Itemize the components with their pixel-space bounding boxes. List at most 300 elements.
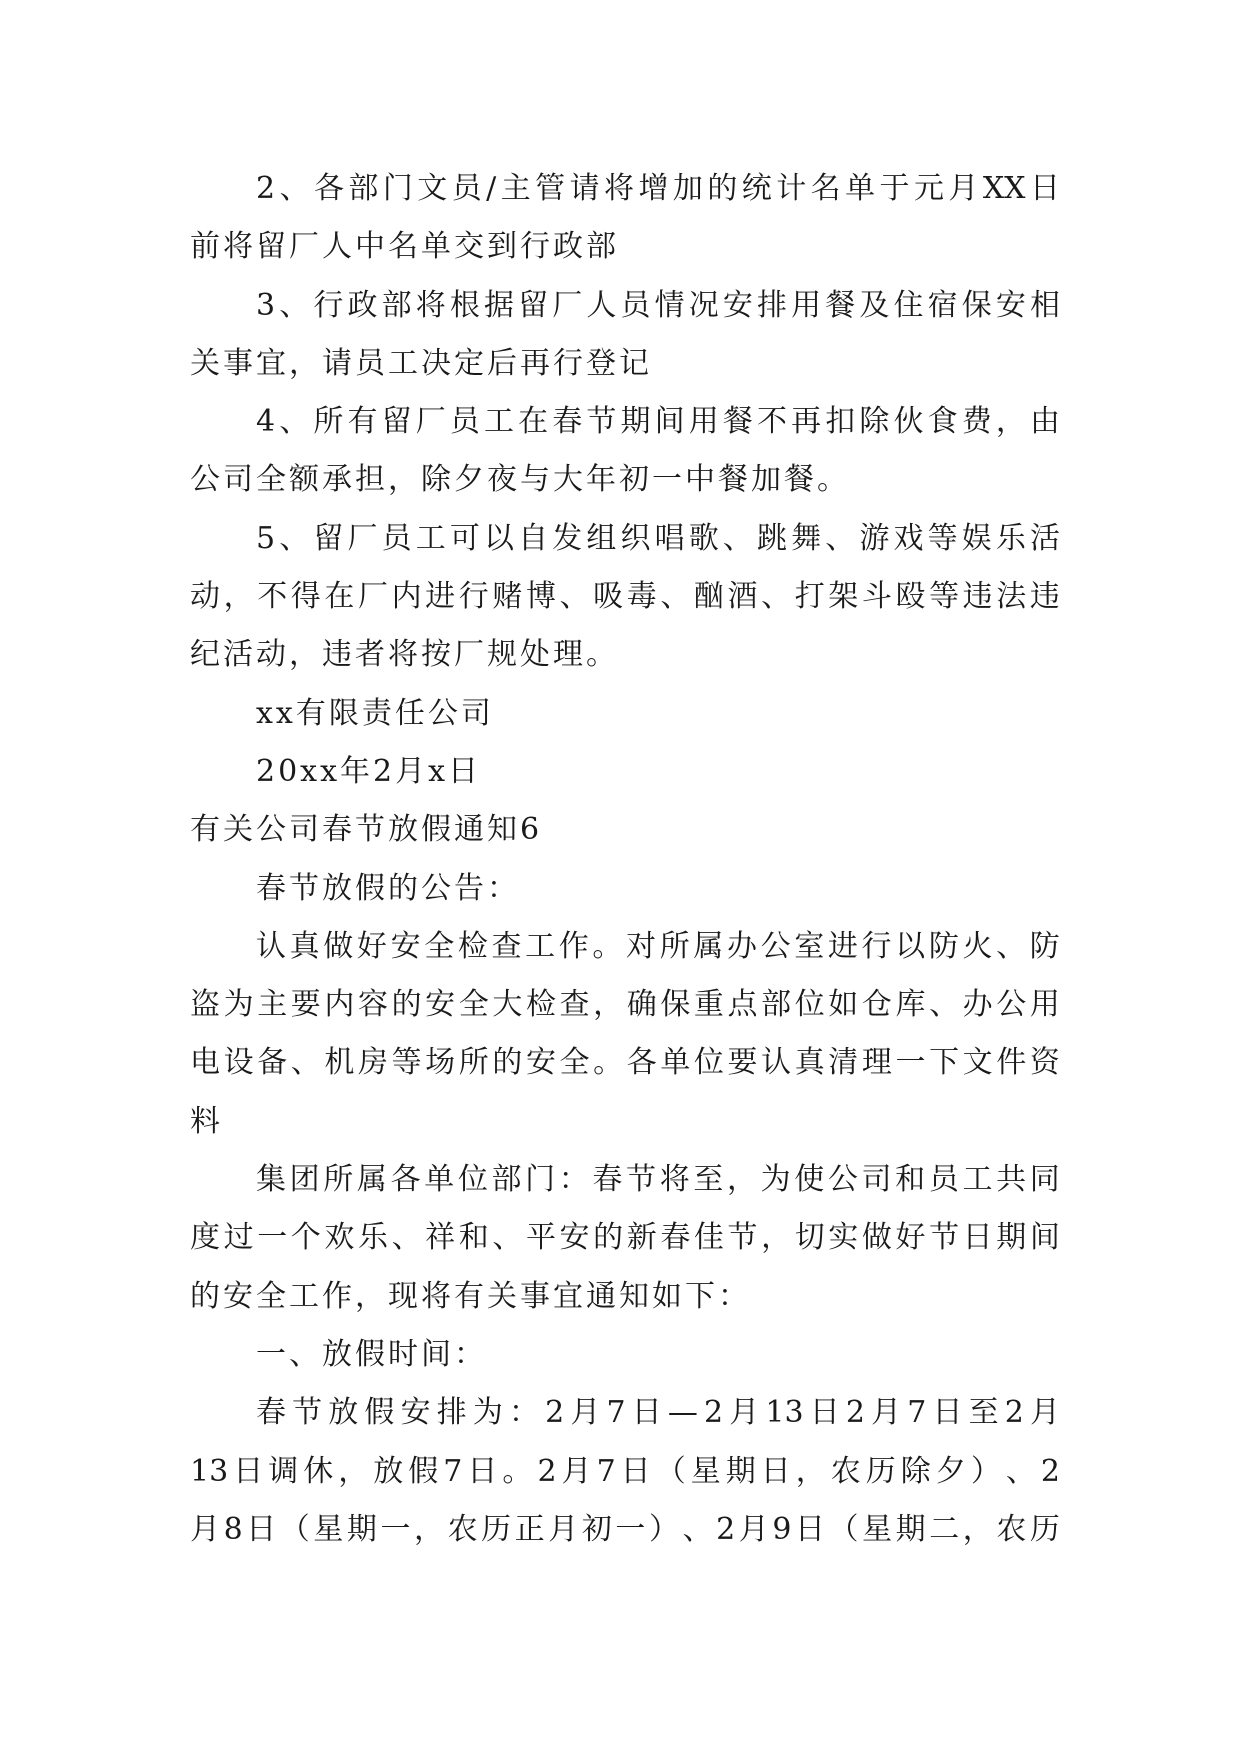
glyph: 7 xyxy=(907,1395,927,1431)
glyph: 娱 xyxy=(961,520,992,556)
glyph: 、 xyxy=(391,1220,422,1256)
glyph: 安 xyxy=(425,987,456,1023)
glyph: 节 xyxy=(586,404,617,440)
glyph: 自 xyxy=(518,520,549,556)
glyph: 内 xyxy=(391,579,422,615)
glyph: 有 xyxy=(347,404,378,440)
glyph: 2 xyxy=(537,1453,557,1489)
glyph: ， xyxy=(223,579,254,615)
glyph: 主 xyxy=(500,171,531,206)
glyph: 部 xyxy=(381,287,412,323)
text-line xyxy=(190,976,1060,1034)
glyph: 场 xyxy=(425,1045,456,1081)
glyph: 住 xyxy=(893,287,924,323)
glyph: 2 xyxy=(545,1395,565,1431)
glyph: 各 xyxy=(626,1045,657,1081)
glyph: 主 xyxy=(257,987,288,1023)
glyph: 各 xyxy=(313,171,344,206)
glyph: 文 xyxy=(962,1045,993,1081)
glyph: 节 xyxy=(727,1220,758,1256)
glyph: （ xyxy=(828,1511,859,1547)
glyph: 农 xyxy=(447,1511,478,1547)
glyph: 间 xyxy=(1029,1220,1060,1256)
glyph: 伙 xyxy=(893,404,924,440)
glyph: 检 xyxy=(457,928,488,964)
glyph: 发 xyxy=(552,520,583,556)
glyph: 游 xyxy=(859,520,890,556)
glyph: 部 xyxy=(348,171,379,206)
glyph: 认 xyxy=(256,928,286,964)
glyph: 排 xyxy=(756,287,787,323)
glyph: 保 xyxy=(961,287,992,323)
glyph: 月 xyxy=(871,1395,902,1431)
glyph: 及 xyxy=(859,287,890,323)
glyph: 将 xyxy=(604,171,635,206)
glyph: 历 xyxy=(865,1453,896,1489)
glyph: 要 xyxy=(727,1045,758,1081)
glyph: 二 xyxy=(929,1511,960,1547)
glyph: 7 xyxy=(606,1395,626,1431)
glyph: 等 xyxy=(927,520,958,556)
glyph: 位 xyxy=(794,987,825,1023)
glyph: 使 xyxy=(794,1162,825,1198)
glyph: 件 xyxy=(996,1045,1027,1081)
glyph: 对 xyxy=(626,928,657,964)
glyph: 况 xyxy=(688,287,719,323)
glyph: 一 xyxy=(380,1511,411,1547)
subheading-holiday-time: 一、放假时间： xyxy=(256,1336,487,1372)
glyph: 情 xyxy=(654,287,685,323)
glyph: 文 xyxy=(417,171,448,206)
glyph: 放 xyxy=(328,1395,359,1431)
glyph: 工 xyxy=(415,520,446,556)
glyph: ， xyxy=(726,1162,757,1198)
text-line xyxy=(190,1151,1060,1209)
glyph: 单 xyxy=(424,1162,455,1198)
glyph: 库 xyxy=(895,987,926,1023)
glyph: 调 xyxy=(268,1453,299,1489)
glyph: 公 xyxy=(760,928,791,964)
glyph: 酒 xyxy=(727,579,758,615)
glyph: 同 xyxy=(1029,1162,1060,1198)
glyph: 行 xyxy=(458,579,489,615)
glyph: 以 xyxy=(895,928,926,964)
glyph: 月 xyxy=(729,1395,760,1431)
glyph: 室 xyxy=(794,928,825,964)
section-title: 有关公司春节放假通知6 xyxy=(190,812,543,848)
glyph: 、 xyxy=(279,520,310,556)
glyph: 春 xyxy=(592,1162,623,1198)
glyph: 、 xyxy=(279,404,310,440)
glyph: 、 xyxy=(996,928,1027,964)
glyph: 得 xyxy=(290,579,321,615)
glyph: 集 xyxy=(256,1162,286,1198)
glyph: 活 xyxy=(1029,520,1060,556)
text-line xyxy=(190,1501,1060,1559)
glyph: 月 xyxy=(948,171,979,206)
glyph: 用 xyxy=(688,404,719,440)
glyph: 、 xyxy=(761,579,792,615)
glyph: 厂 xyxy=(552,287,583,323)
glyph: 由 xyxy=(1029,404,1060,440)
glyph: 清 xyxy=(828,1045,859,1081)
glyph: / xyxy=(486,171,497,206)
text-line xyxy=(190,1384,1060,1442)
glyph: 一 xyxy=(257,1220,288,1256)
glyph: 4 xyxy=(256,404,276,440)
glyph: （ xyxy=(279,1511,310,1547)
glyph: 行 xyxy=(861,928,892,964)
glyph: 根 xyxy=(449,287,480,323)
glyph: 至 xyxy=(968,1395,999,1431)
glyph: 重 xyxy=(693,987,724,1023)
glyph: 唱 xyxy=(654,520,685,556)
glyph: 电 xyxy=(190,1045,220,1081)
glyph: 费 xyxy=(961,404,992,440)
glyph: 全 xyxy=(458,987,489,1023)
glyph: 在 xyxy=(518,404,549,440)
glyph: 排 xyxy=(436,1395,467,1431)
glyph: 公 xyxy=(996,987,1027,1023)
glyph: 安 xyxy=(525,1045,556,1081)
glyph: 春 xyxy=(256,1395,286,1431)
glyph: 、 xyxy=(492,1220,523,1256)
glyph: 组 xyxy=(586,520,617,556)
glyph: 为 xyxy=(472,1395,503,1431)
glyph: 祥 xyxy=(425,1220,456,1256)
glyph: 2 xyxy=(716,1511,736,1547)
glyph: 的 xyxy=(593,1220,624,1256)
text-line: 的安全工作，现将有关事宜通知如下： xyxy=(190,1278,751,1314)
glyph: 历 xyxy=(481,1511,512,1547)
glyph: ， xyxy=(338,1453,369,1489)
glyph: 2 xyxy=(704,1395,724,1431)
glyph: 安 xyxy=(390,928,421,964)
glyph: 食 xyxy=(927,404,958,440)
glyph: 共 xyxy=(996,1162,1027,1198)
glyph: 不 xyxy=(756,404,787,440)
glyph: 好 xyxy=(356,928,387,964)
text-line xyxy=(190,277,1060,335)
glyph: 厂 xyxy=(357,579,388,615)
glyph: 实 xyxy=(828,1220,859,1256)
glyph: 、 xyxy=(929,987,960,1023)
glyph: 初 xyxy=(581,1511,612,1547)
text-line xyxy=(190,160,1060,218)
glyph: 星 xyxy=(862,1511,893,1547)
glyph: 各 xyxy=(390,1162,421,1198)
glyph: 留 xyxy=(518,287,549,323)
glyph: 作 xyxy=(558,928,589,964)
glyph: 和 xyxy=(458,1220,489,1256)
glyph: 为 xyxy=(223,987,254,1023)
glyph: 个 xyxy=(290,1220,321,1256)
glyph: 歌 xyxy=(688,520,719,556)
glyph: 所 xyxy=(659,928,690,964)
glyph: 、 xyxy=(722,520,753,556)
glyph: 真 xyxy=(794,1045,825,1081)
glyph: 7 xyxy=(596,1453,616,1489)
glyph: 、 xyxy=(682,1511,713,1547)
glyph: 日 xyxy=(962,1220,993,1256)
glyph: 工 xyxy=(962,1162,993,1198)
glyph: 宿 xyxy=(927,287,958,323)
glyph: 、 xyxy=(660,579,691,615)
glyph: 期 xyxy=(725,1453,756,1489)
glyph: 日 xyxy=(233,1453,264,1489)
glyph: 赌 xyxy=(492,579,523,615)
glyph: 真 xyxy=(289,928,320,964)
glyph: 计 xyxy=(776,171,807,206)
glyph: 请 xyxy=(569,171,600,206)
glyph: 和 xyxy=(895,1162,926,1198)
glyph: 将 xyxy=(659,1162,690,1198)
glyph: 大 xyxy=(492,987,523,1023)
text-line: 料 xyxy=(190,1103,223,1139)
glyph: 9 xyxy=(772,1511,792,1547)
glyph: 做 xyxy=(323,928,354,964)
glyph: 假 xyxy=(364,1395,395,1431)
glyph: 司 xyxy=(861,1162,892,1198)
glyph: 3 xyxy=(256,287,276,323)
glyph: 员 xyxy=(451,171,482,206)
glyph: 全 xyxy=(424,928,455,964)
glyph: 织 xyxy=(620,520,651,556)
glyph: 舞 xyxy=(791,520,822,556)
glyph: 内 xyxy=(324,987,355,1023)
glyph: 博 xyxy=(525,579,556,615)
glyph: 节 xyxy=(929,1220,960,1256)
glyph: 加 xyxy=(672,171,703,206)
glyph: 于 xyxy=(879,171,910,206)
glyph: ） xyxy=(970,1453,1001,1489)
glyph: 查 xyxy=(491,928,522,964)
text-line xyxy=(190,510,1060,568)
text-line xyxy=(190,568,1060,626)
glyph: 员 xyxy=(620,287,651,323)
glyph: 门 xyxy=(525,1162,556,1198)
text-line xyxy=(190,393,1060,451)
glyph: 违 xyxy=(1029,579,1060,615)
glyph: 8 xyxy=(223,1511,243,1547)
glyph: 切 xyxy=(794,1220,825,1256)
glyph: 部 xyxy=(761,987,792,1023)
glyph: 安 xyxy=(722,287,753,323)
glyph: 2 xyxy=(256,171,276,206)
glyph: 人 xyxy=(586,287,617,323)
glyph: 日 xyxy=(631,1395,662,1431)
glyph: 夕 xyxy=(935,1453,966,1489)
glyph: 农 xyxy=(830,1453,861,1489)
glyph: 星 xyxy=(313,1511,344,1547)
glyph: 火 xyxy=(962,928,993,964)
glyph: 间 xyxy=(654,404,685,440)
glyph: 新 xyxy=(626,1220,657,1256)
text-line xyxy=(190,1034,1060,1092)
glyph: 节 xyxy=(626,1162,657,1198)
glyph: 可 xyxy=(449,520,480,556)
glyph: 过 xyxy=(223,1220,254,1256)
glyph: 、 xyxy=(279,171,310,206)
glyph: 法 xyxy=(996,579,1027,615)
glyph: 做 xyxy=(861,1220,892,1256)
glyph: 据 xyxy=(483,287,514,323)
glyph: 如 xyxy=(828,987,859,1023)
glyph: 除 xyxy=(900,1453,931,1489)
glyph: ， xyxy=(795,1453,826,1489)
glyph: 员 xyxy=(449,404,480,440)
glyph: 政 xyxy=(347,287,378,323)
glyph: 位 xyxy=(457,1162,488,1198)
glyph: 佳 xyxy=(693,1220,724,1256)
glyph: 厂 xyxy=(347,520,378,556)
glyph: 动 xyxy=(190,579,220,615)
glyph: 留 xyxy=(313,520,344,556)
glyph: 团 xyxy=(289,1162,320,1198)
glyph: 用 xyxy=(1029,987,1060,1023)
glyph: 月 xyxy=(1029,1395,1060,1431)
glyph: 理 xyxy=(861,1045,892,1081)
glyph: ， xyxy=(962,1511,993,1547)
glyph: 正 xyxy=(514,1511,545,1547)
glyph: 盗 xyxy=(190,987,220,1023)
glyph: 餐 xyxy=(722,404,753,440)
glyph: 资 xyxy=(1029,1045,1060,1081)
glyph: 认 xyxy=(761,1045,792,1081)
glyph: 等 xyxy=(391,1045,422,1081)
glyph: 7 xyxy=(443,1453,463,1489)
text-line: 公司全额承担，除夕夜与大年初一中餐加餐。 xyxy=(190,462,850,498)
glyph: ， xyxy=(414,1511,445,1547)
glyph: 春 xyxy=(660,1220,691,1256)
glyph: 防 xyxy=(1029,928,1060,964)
glyph: 门 xyxy=(382,171,413,206)
glyph: 以 xyxy=(483,520,514,556)
glyph: 餐 xyxy=(825,287,856,323)
glyph: 2 xyxy=(1004,1395,1024,1431)
glyph: ， xyxy=(761,1220,792,1256)
glyph: 、 xyxy=(559,579,590,615)
glyph: 假 xyxy=(408,1453,439,1489)
glyph: 至 xyxy=(693,1162,724,1198)
company-name: xx有限责任公司 xyxy=(256,695,494,731)
glyph: 平 xyxy=(525,1220,556,1256)
glyph: 农 xyxy=(996,1511,1027,1547)
glyph: 统 xyxy=(741,171,772,206)
glyph: 工 xyxy=(525,928,556,964)
glyph: 点 xyxy=(727,987,758,1023)
glyph: 保 xyxy=(660,987,691,1023)
glyph: 休 xyxy=(303,1453,334,1489)
glyph: 下 xyxy=(929,1045,960,1081)
text-line xyxy=(190,1209,1060,1267)
glyph: 期 xyxy=(620,404,651,440)
glyph: ： xyxy=(508,1395,539,1431)
glyph: 安 xyxy=(400,1395,431,1431)
glyph: 设 xyxy=(223,1045,254,1081)
glyph: 留 xyxy=(381,404,412,440)
glyph: 查 xyxy=(559,987,590,1023)
glyph: 乐 xyxy=(357,1220,388,1256)
glyph: 仓 xyxy=(861,987,892,1023)
glyph: 用 xyxy=(791,287,822,323)
glyph: 期 xyxy=(996,1220,1027,1256)
glyph: 办 xyxy=(962,987,993,1023)
glyph: 斗 xyxy=(861,579,892,615)
glyph: 13 xyxy=(190,1453,229,1489)
glyph: 所 xyxy=(313,404,344,440)
glyph: 日 xyxy=(1029,171,1060,206)
glyph: 日 xyxy=(760,1453,791,1489)
glyph: 月 xyxy=(190,1511,220,1547)
text-line xyxy=(190,1443,1060,1501)
glyph: 在 xyxy=(324,579,355,615)
glyph: 检 xyxy=(525,987,556,1023)
glyph: 不 xyxy=(257,579,288,615)
glyph: 除 xyxy=(859,404,890,440)
glyph: 员 xyxy=(381,520,412,556)
glyph: 欢 xyxy=(324,1220,355,1256)
glyph: 单 xyxy=(845,171,876,206)
glyph: 单 xyxy=(660,1045,691,1081)
glyph: 一 xyxy=(895,1045,926,1081)
glyph: 要 xyxy=(290,987,321,1023)
glyph: 安 xyxy=(995,287,1026,323)
glyph: 防 xyxy=(928,928,959,964)
glyph: 日 xyxy=(246,1511,277,1547)
glyph: 、 xyxy=(279,287,310,323)
glyph: 吸 xyxy=(593,579,624,615)
glyph: 跳 xyxy=(756,520,787,556)
document-page xyxy=(190,160,1060,1559)
glyph: 好 xyxy=(895,1220,926,1256)
glyph: ） xyxy=(648,1511,679,1547)
glyph: 、 xyxy=(290,1045,321,1081)
glyph: ： xyxy=(558,1162,589,1198)
glyph: 、 xyxy=(1005,1453,1036,1489)
glyph: 增 xyxy=(638,171,669,206)
glyph: 2 xyxy=(845,1395,865,1431)
glyph: 乐 xyxy=(995,520,1026,556)
glyph: 日 xyxy=(794,1511,825,1547)
glyph: 再 xyxy=(791,404,822,440)
glyph: 月 xyxy=(570,1395,601,1431)
text-line: 关事宜，请员工决定后再行登记 xyxy=(190,345,652,381)
glyph: 全 xyxy=(559,1045,590,1081)
glyph: 。 xyxy=(592,928,623,964)
glyph: ， xyxy=(593,987,624,1023)
glyph: 元 xyxy=(913,171,944,206)
glyph: ， xyxy=(995,404,1026,440)
glyph: 13 xyxy=(765,1395,804,1431)
glyph: — xyxy=(667,1395,698,1431)
glyph: 房 xyxy=(357,1045,388,1081)
glyph: 行 xyxy=(313,287,344,323)
glyph: 。 xyxy=(502,1453,533,1489)
glyph: 进 xyxy=(827,928,858,964)
glyph: 殴 xyxy=(895,579,926,615)
glyph: 节 xyxy=(292,1395,323,1431)
glyph: 历 xyxy=(1029,1511,1060,1547)
glyph: 。 xyxy=(593,1045,624,1081)
glyph: 酗 xyxy=(693,579,724,615)
glyph: 5 xyxy=(256,520,276,556)
glyph: 将 xyxy=(415,287,446,323)
glyph: 日 xyxy=(932,1395,963,1431)
glyph: 放 xyxy=(373,1453,404,1489)
glyph: 为 xyxy=(760,1162,791,1198)
glyph: 名 xyxy=(810,171,841,206)
